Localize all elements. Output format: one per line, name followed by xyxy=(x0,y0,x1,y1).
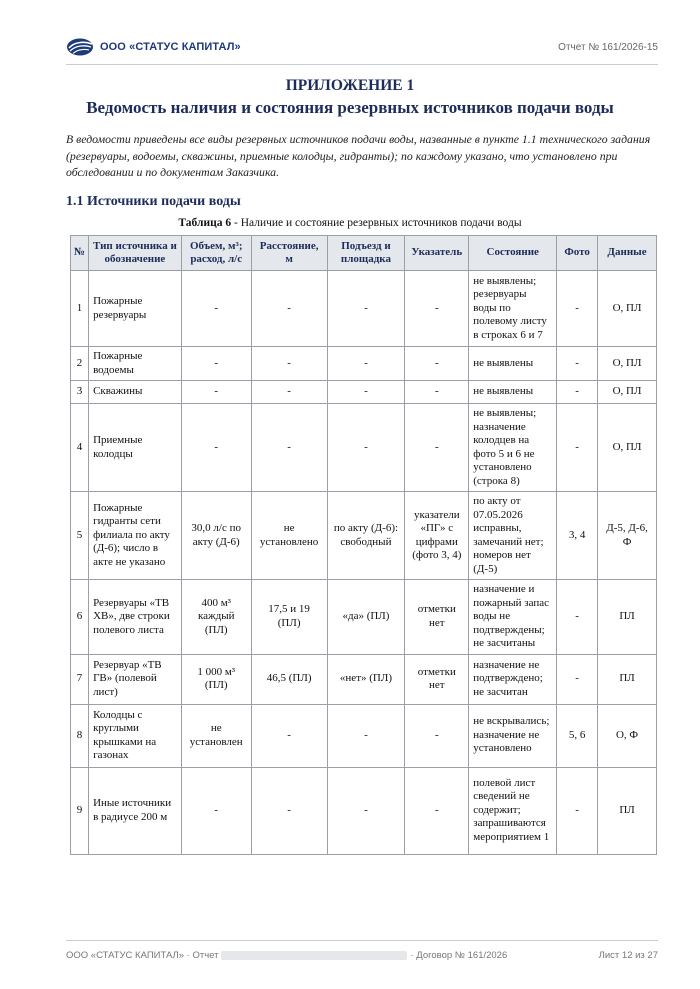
cell: 400 м³ каждый (ПЛ) xyxy=(181,580,251,655)
cell: 6 xyxy=(71,580,89,655)
cell: - xyxy=(327,767,405,854)
cell: 1 000 м³ (ПЛ) xyxy=(181,654,251,704)
company-logo-icon xyxy=(66,37,94,57)
table-row xyxy=(71,492,657,580)
cell: назначение и пожарный запас воды не подтверждены; не засчитаны xyxy=(469,580,557,655)
cell: - xyxy=(405,271,469,347)
cell: - xyxy=(251,704,327,767)
cell: - xyxy=(327,271,405,347)
col-header: Объем, м³; расход, л/с xyxy=(181,236,251,271)
col-header: Указатель xyxy=(405,236,469,271)
cell: - xyxy=(557,654,598,704)
cell: - xyxy=(251,347,327,381)
cell: О, ПЛ xyxy=(598,347,657,381)
cell: - xyxy=(251,404,327,492)
footer-info xyxy=(66,950,507,961)
page-number: Лист 12 из 27 xyxy=(598,950,658,961)
cell: Пожарные водоемы xyxy=(89,347,182,381)
col-header: № xyxy=(71,236,89,271)
footer-company: ООО «СТАТУС КАПИТАЛ» · Отчет xyxy=(66,950,219,961)
cell: отметки нет xyxy=(405,654,469,704)
page-footer xyxy=(66,950,658,961)
cell: - xyxy=(557,767,598,854)
cell: - xyxy=(405,347,469,381)
col-header: Состояние xyxy=(469,236,557,271)
cell: - xyxy=(181,381,251,404)
cell: Колодцы с круглыми крышками на газонах xyxy=(89,704,182,767)
cell: указатели «ПГ» с цифрами (фото 3, 4) xyxy=(405,492,469,580)
cell: 30,0 л/с по акту (Д-6) xyxy=(181,492,251,580)
cell: по акту от 07.05.2026 исправны, замечаний нет; номеров нет (Д-5) xyxy=(469,492,557,580)
cell: ПЛ xyxy=(598,580,657,655)
cell: - xyxy=(181,271,251,347)
cell: 8 xyxy=(71,704,89,767)
col-header: Расстояние, м xyxy=(251,236,327,271)
cell: не вскрывались; назначение не установлено xyxy=(469,704,557,767)
cell: - xyxy=(557,404,598,492)
cell: - xyxy=(557,347,598,381)
footer-contract: · Договор № 161/2026 xyxy=(410,950,508,961)
cell: не установлено xyxy=(251,492,327,580)
cell: полевой лист сведений не содержит; запрашиваются мероприятием 1 xyxy=(469,767,557,854)
cell: Скважины xyxy=(89,381,182,404)
table-row xyxy=(71,381,657,404)
cell: - xyxy=(557,381,598,404)
appendix-label: ПРИЛОЖЕНИЕ 1 xyxy=(285,77,415,94)
cell: по акту (Д-6): свободный xyxy=(327,492,405,580)
company-name: ООО «СТАТУС КАПИТАЛ» xyxy=(100,41,241,53)
cell: 5 xyxy=(71,492,89,580)
footer-divider xyxy=(66,940,658,941)
cell: О, ПЛ xyxy=(598,381,657,404)
redacted-text xyxy=(221,951,407,960)
cell: 5, 6 xyxy=(557,704,598,767)
cell: Приемные колодцы xyxy=(89,404,182,492)
table-row xyxy=(71,404,657,492)
col-header: Фото xyxy=(557,236,598,271)
page-header xyxy=(66,32,658,62)
cell: - xyxy=(405,381,469,404)
cell: ПЛ xyxy=(598,654,657,704)
cell: - xyxy=(181,347,251,381)
table-row xyxy=(71,580,657,655)
cell: не выявлены; назначение колодцев на фото 5 и 6 не установлено (строка 8) xyxy=(469,404,557,492)
page-title: Ведомость наличия и состояния резервных источников подачи воды xyxy=(86,98,614,117)
cell: 3, 4 xyxy=(557,492,598,580)
cell: О, Ф xyxy=(598,704,657,767)
cell: - xyxy=(181,767,251,854)
cell: - xyxy=(557,271,598,347)
cell: назначение не подтверждено; не засчитан xyxy=(469,654,557,704)
cell: Резервуар «ТВ ГВ» (полевой лист) xyxy=(89,654,182,704)
brand xyxy=(66,37,241,57)
cell: 9 xyxy=(71,767,89,854)
cell: - xyxy=(181,404,251,492)
table-row xyxy=(71,347,657,381)
cell: Пожарные гидранты сети филиала по акту (Д-6); число в акте не указано xyxy=(89,492,182,580)
cell: - xyxy=(405,704,469,767)
col-header: Подъезд и площадка xyxy=(327,236,405,271)
cell: Д-5, Д-6, Ф xyxy=(598,492,657,580)
cell: Пожарные резервуары xyxy=(89,271,182,347)
water-sources-table xyxy=(70,235,657,855)
col-header: Тип источника и обозначение xyxy=(89,236,182,271)
cell: 2 xyxy=(71,347,89,381)
cell: 3 xyxy=(71,381,89,404)
table-row xyxy=(71,271,657,347)
cell: 1 xyxy=(71,271,89,347)
cell: - xyxy=(327,704,405,767)
cell: - xyxy=(251,767,327,854)
cell: - xyxy=(327,347,405,381)
cell: - xyxy=(327,381,405,404)
cell: «нет» (ПЛ) xyxy=(327,654,405,704)
cell: не выявлены xyxy=(469,347,557,381)
table-header-row xyxy=(71,236,657,271)
table-row xyxy=(71,654,657,704)
cell: «да» (ПЛ) xyxy=(327,580,405,655)
section-heading: 1.1 Источники подачи воды xyxy=(66,194,241,209)
cell: - xyxy=(251,381,327,404)
cell: не выявлены xyxy=(469,381,557,404)
table-row xyxy=(71,704,657,767)
table-row xyxy=(71,767,657,854)
cell: О, ПЛ xyxy=(598,404,657,492)
table-caption-text: - Наличие и состояние резервных источников подачи воды xyxy=(231,217,522,229)
cell: - xyxy=(405,767,469,854)
cell: ПЛ xyxy=(598,767,657,854)
cell: - xyxy=(557,580,598,655)
cell: Иные источники в радиусе 200 м xyxy=(89,767,182,854)
cell: - xyxy=(405,404,469,492)
intro-paragraph: В ведомости приведены все виды резервных источников подачи воды, названные в пункте 1.1 технического задания (резервуары, водоемы, скважины, приемные колодцы, гидранты); по каждому указано, что установлено при обследовании и по документам Заказчика. xyxy=(66,132,651,179)
header-divider xyxy=(66,64,658,65)
cell: О, ПЛ xyxy=(598,271,657,347)
cell: 46,5 (ПЛ) xyxy=(251,654,327,704)
cell: не выявлены; резервуары воды по полевому листу в строках 6 и 7 xyxy=(469,271,557,347)
cell: отметки нет xyxy=(405,580,469,655)
cell: Резервуары «ТВ ХВ», две строки полевого листа xyxy=(89,580,182,655)
cell: 4 xyxy=(71,404,89,492)
col-header: Данные xyxy=(598,236,657,271)
cell: - xyxy=(327,404,405,492)
table-caption xyxy=(0,217,700,229)
cell: 7 xyxy=(71,654,89,704)
cell: - xyxy=(251,271,327,347)
report-number: Отчет № 161/2026-15 xyxy=(558,41,658,53)
table-caption-label: Таблица 6 xyxy=(178,217,232,229)
cell: не установлен xyxy=(181,704,251,767)
cell: 17,5 и 19 (ПЛ) xyxy=(251,580,327,655)
